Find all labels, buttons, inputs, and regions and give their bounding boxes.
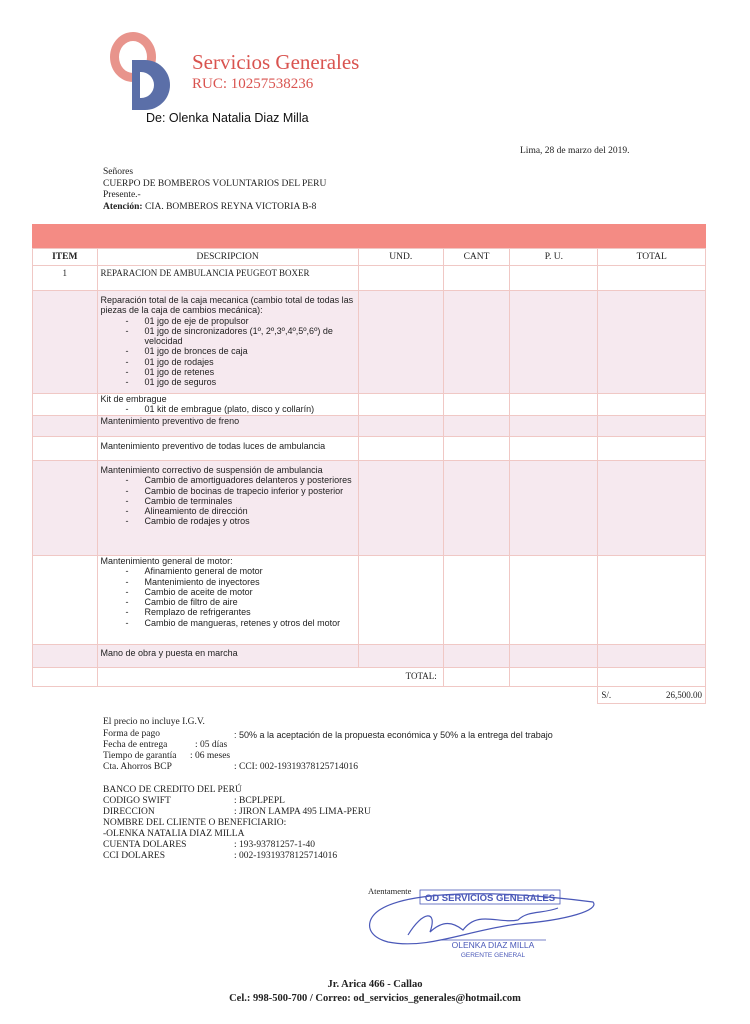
- delivery-label: Fecha de entrega: [103, 740, 168, 750]
- table-row: [33, 645, 706, 668]
- address-value: : JIRON LAMPA 495 LIMA-PERU: [234, 807, 371, 817]
- grand-total-row: [33, 687, 706, 704]
- col-description: DESCRIPCION: [97, 249, 358, 266]
- beneficiary-value: -OLENKA NATALIA DIAZ MILLA: [103, 829, 245, 839]
- list-item: - 01 jgo de rodajes: [145, 357, 355, 367]
- section-text: Mano de obra y puesta en marcha: [100, 648, 238, 658]
- salutation: Señores: [103, 167, 134, 177]
- table-row: [33, 394, 706, 416]
- section-suspension: [97, 461, 358, 556]
- section-engine: [97, 556, 358, 645]
- table-row: [33, 437, 706, 461]
- attention-value: CIA. BOMBEROS REYNA VICTORIA B-8: [144, 202, 317, 212]
- stamp-company: OD SERVICIOS GENERALES: [424, 893, 556, 904]
- table-row: [33, 266, 706, 291]
- brand-name: Servicios Generales: [192, 50, 360, 74]
- quotation-table: [32, 248, 706, 704]
- table-header-band: [32, 224, 706, 248]
- section-text: Mantenimiento preventivo de freno: [100, 416, 240, 426]
- list-item: - Afinamiento general de motor: [145, 566, 355, 576]
- list-item: - Cambio de filtro de aire: [145, 597, 355, 607]
- item-title: REPARACION DE AMBULANCIA PEUGEOT BOXER: [97, 266, 358, 291]
- list-item: - 01 jgo de eje de propulsor: [145, 316, 355, 326]
- document-date: Lima, 28 de marzo del 2019.: [520, 146, 630, 156]
- signature-stamp: [368, 880, 598, 960]
- item-number: 1: [33, 266, 98, 291]
- payment-value: : 50% a la aceptación de la propuesta económica y 50% a la entrega del trabajo: [234, 730, 553, 740]
- list-item: - 01 jgo de sincronizadores (1º, 2º,3º,4º,5º,6º) de velocidad: [145, 326, 355, 347]
- payment-label: Forma de pago: [103, 729, 160, 739]
- sender-line: De: Olenka Natalia Diaz Milla: [146, 111, 309, 125]
- logo-d-mark: [132, 60, 170, 110]
- list-item: - Alineamiento de dirección: [145, 506, 355, 516]
- beneficiary-label: NOMBRE DEL CLIENTE O BENEFICIARIO:: [103, 818, 287, 828]
- delivery-value: : 05 días: [195, 740, 228, 750]
- col-quantity: CANT: [443, 249, 510, 266]
- section-text: Mantenimiento preventivo de todas luces de ambulancia: [100, 441, 326, 451]
- stamp-name: OLENKA DIAZ MILLA: [451, 940, 535, 950]
- col-unit: UND.: [358, 249, 443, 266]
- col-total: TOTAL: [598, 249, 706, 266]
- swift-value: : BCPLPEPL: [234, 796, 285, 806]
- section-lights: [97, 437, 358, 461]
- bank-title: BANCO DE CREDITO DEL PERÚ: [103, 785, 242, 795]
- warranty-value: : 06 meses: [190, 751, 231, 761]
- swift-label: CODIGO SWIFT: [103, 796, 171, 806]
- table-header-row: [33, 249, 706, 266]
- section-text: Mantenimiento correctivo de suspensión de ambulancia: [100, 465, 323, 475]
- total-row: [33, 668, 706, 687]
- list-item: - 01 jgo de seguros: [145, 377, 355, 387]
- account-value: : CCI: 002-19319378125714016: [234, 762, 359, 772]
- usd-account-label: CUENTA DOLARES: [103, 840, 187, 850]
- section-text: Reparación total de la caja mecanica (cambio total de todas las piezas de la caja de cambios mecánica):: [100, 295, 354, 316]
- currency-symbol: S/.: [601, 690, 612, 700]
- list-item: - Cambio de amortiguadores delanteros y posteriores: [145, 475, 355, 485]
- list-item: - Cambio de rodajes y otros: [145, 516, 355, 526]
- list-item: - Cambio de aceite de motor: [145, 587, 355, 597]
- list-item: - Cambio de mangueras, retenes y otros del motor: [145, 618, 355, 628]
- grand-total-cell: [598, 687, 706, 704]
- list-item: - 01 jgo de retenes: [145, 367, 355, 377]
- section-text: Mantenimiento general de motor:: [100, 556, 233, 566]
- attention-label: Atención:: [103, 202, 143, 212]
- cci-label: CCI DOLARES: [103, 851, 166, 861]
- igv-note: El precio no incluye I.G.V.: [103, 717, 205, 727]
- grand-total-value: 26,500.00: [666, 690, 702, 700]
- list-item: - 01 kit de embrague (plato, disco y collarín): [145, 404, 355, 414]
- list-item: - Mantenimiento de inyectores: [145, 577, 355, 587]
- footer-contact: Cel.: 998-500-700 / Correo: od_servicios_generales@hotmail.com: [229, 993, 521, 1004]
- cci-value: : 002-19319378125714016: [234, 851, 338, 861]
- section-brakes: [97, 416, 358, 437]
- total-label: TOTAL:: [97, 668, 443, 687]
- list-item: - Cambio de bocinas de trapecio inferior y posterior: [145, 486, 355, 496]
- section-clutch: [97, 394, 358, 416]
- attention-line: [103, 202, 316, 212]
- section-labor: [97, 645, 358, 668]
- usd-account-value: : 193-93781257-1-40: [234, 840, 316, 850]
- address-label: DIRECCION: [103, 807, 155, 817]
- account-label: Cta. Ahorros BCP: [103, 762, 172, 772]
- stamp-role: GERENTE GENERAL: [460, 952, 526, 959]
- presente: Presente.-: [103, 190, 141, 200]
- table-row: [33, 416, 706, 437]
- warranty-label: Tiempo de garantía: [103, 751, 177, 761]
- table-row: [33, 291, 706, 394]
- list-item: - Remplazo de refrigerantes: [145, 607, 355, 617]
- col-unit-price: P. U.: [510, 249, 598, 266]
- ruc-number: RUC: 10257538236: [192, 76, 314, 92]
- section-text: Kit de embrague: [100, 394, 167, 404]
- table-row: [33, 461, 706, 556]
- closing-text: Atentamente: [368, 886, 412, 896]
- footer-address: Jr. Arica 466 - Callao: [327, 979, 423, 990]
- col-item: ITEM: [33, 249, 98, 266]
- list-item: - 01 jgo de bronces de caja: [145, 346, 355, 356]
- list-item: - Cambio de terminales: [145, 496, 355, 506]
- recipient-org: CUERPO DE BOMBEROS VOLUNTARIOS DEL PERU: [103, 179, 327, 189]
- section-gearbox: [97, 291, 358, 394]
- table-row: [33, 556, 706, 645]
